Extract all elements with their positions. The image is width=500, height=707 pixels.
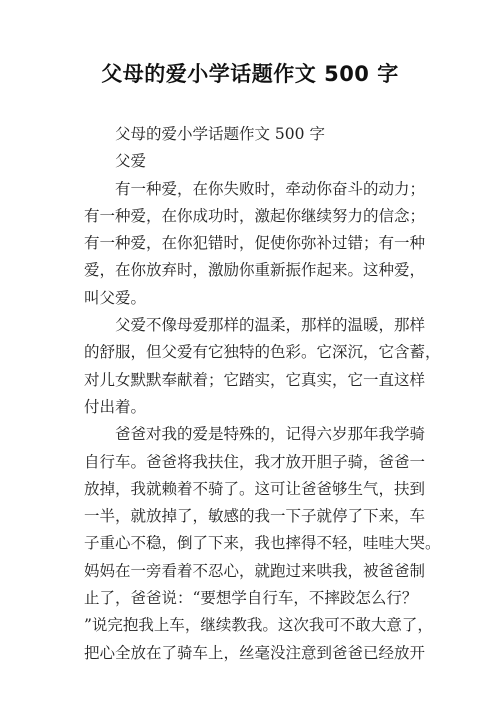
text-line: 付出着。 — [84, 397, 147, 416]
text-line: ”说完抱我上车，继续教我。这次我可不敢大意了， — [84, 616, 433, 635]
text-line: 有一种爱，在你犯错时，促使你弥补过错；有一种 — [84, 234, 426, 253]
text-line: 爱，在你放弃时，激励你重新振作起来。这种爱， — [84, 261, 426, 280]
text-line: 父爱不像母爱那样的温柔，那样的温暖，那样 — [115, 316, 426, 335]
text-line: 止了，爸爸说：“要想学自行车，不摔跤怎么行？ — [84, 589, 418, 608]
text-line: 放掉，我就赖着不骑了。这可让爸爸够生气，扶到 — [84, 479, 426, 498]
text-line: 有一种爱，在你失败时，牵动你奋斗的动力； — [115, 179, 426, 198]
text-line: 父爱 — [115, 152, 147, 171]
text-line: 把心全放在了骑车上，丝毫没注意到爸爸已经放开 — [84, 643, 426, 662]
document-body — [84, 121, 441, 667]
text-line: 子重心不稳，倒了下来，我也摔得不轻，哇哇大哭。 — [84, 534, 441, 553]
text-line: 妈妈在一旁看着不忍心，就跑过来哄我，被爸爸制 — [84, 561, 426, 580]
text-line: 叫父爱。 — [84, 288, 147, 307]
document-title: 父母的爱小学话题作文 500 字 — [101, 62, 399, 86]
text-line: 父母的爱小学话题作文 500 字 — [115, 125, 325, 143]
text-line: 的舒服，但父爱有它独特的色彩。它深沉，它含蓄， — [84, 343, 441, 362]
text-line: 爸爸对我的爱是特殊的，记得六岁那年我学骑 — [115, 425, 426, 444]
text-line: 自行车。爸爸将我扶住，我才放开胆子骑，爸爸一 — [84, 452, 426, 471]
text-line: 一半，就放掉了，敏感的我一下子就停了下来，车 — [84, 507, 426, 526]
text-line: 对儿女默默奉献着；它踏实，它真实，它一直这样 — [84, 370, 426, 389]
text-line: 有一种爱，在你成功时，激起你继续努力的信念； — [84, 206, 426, 225]
